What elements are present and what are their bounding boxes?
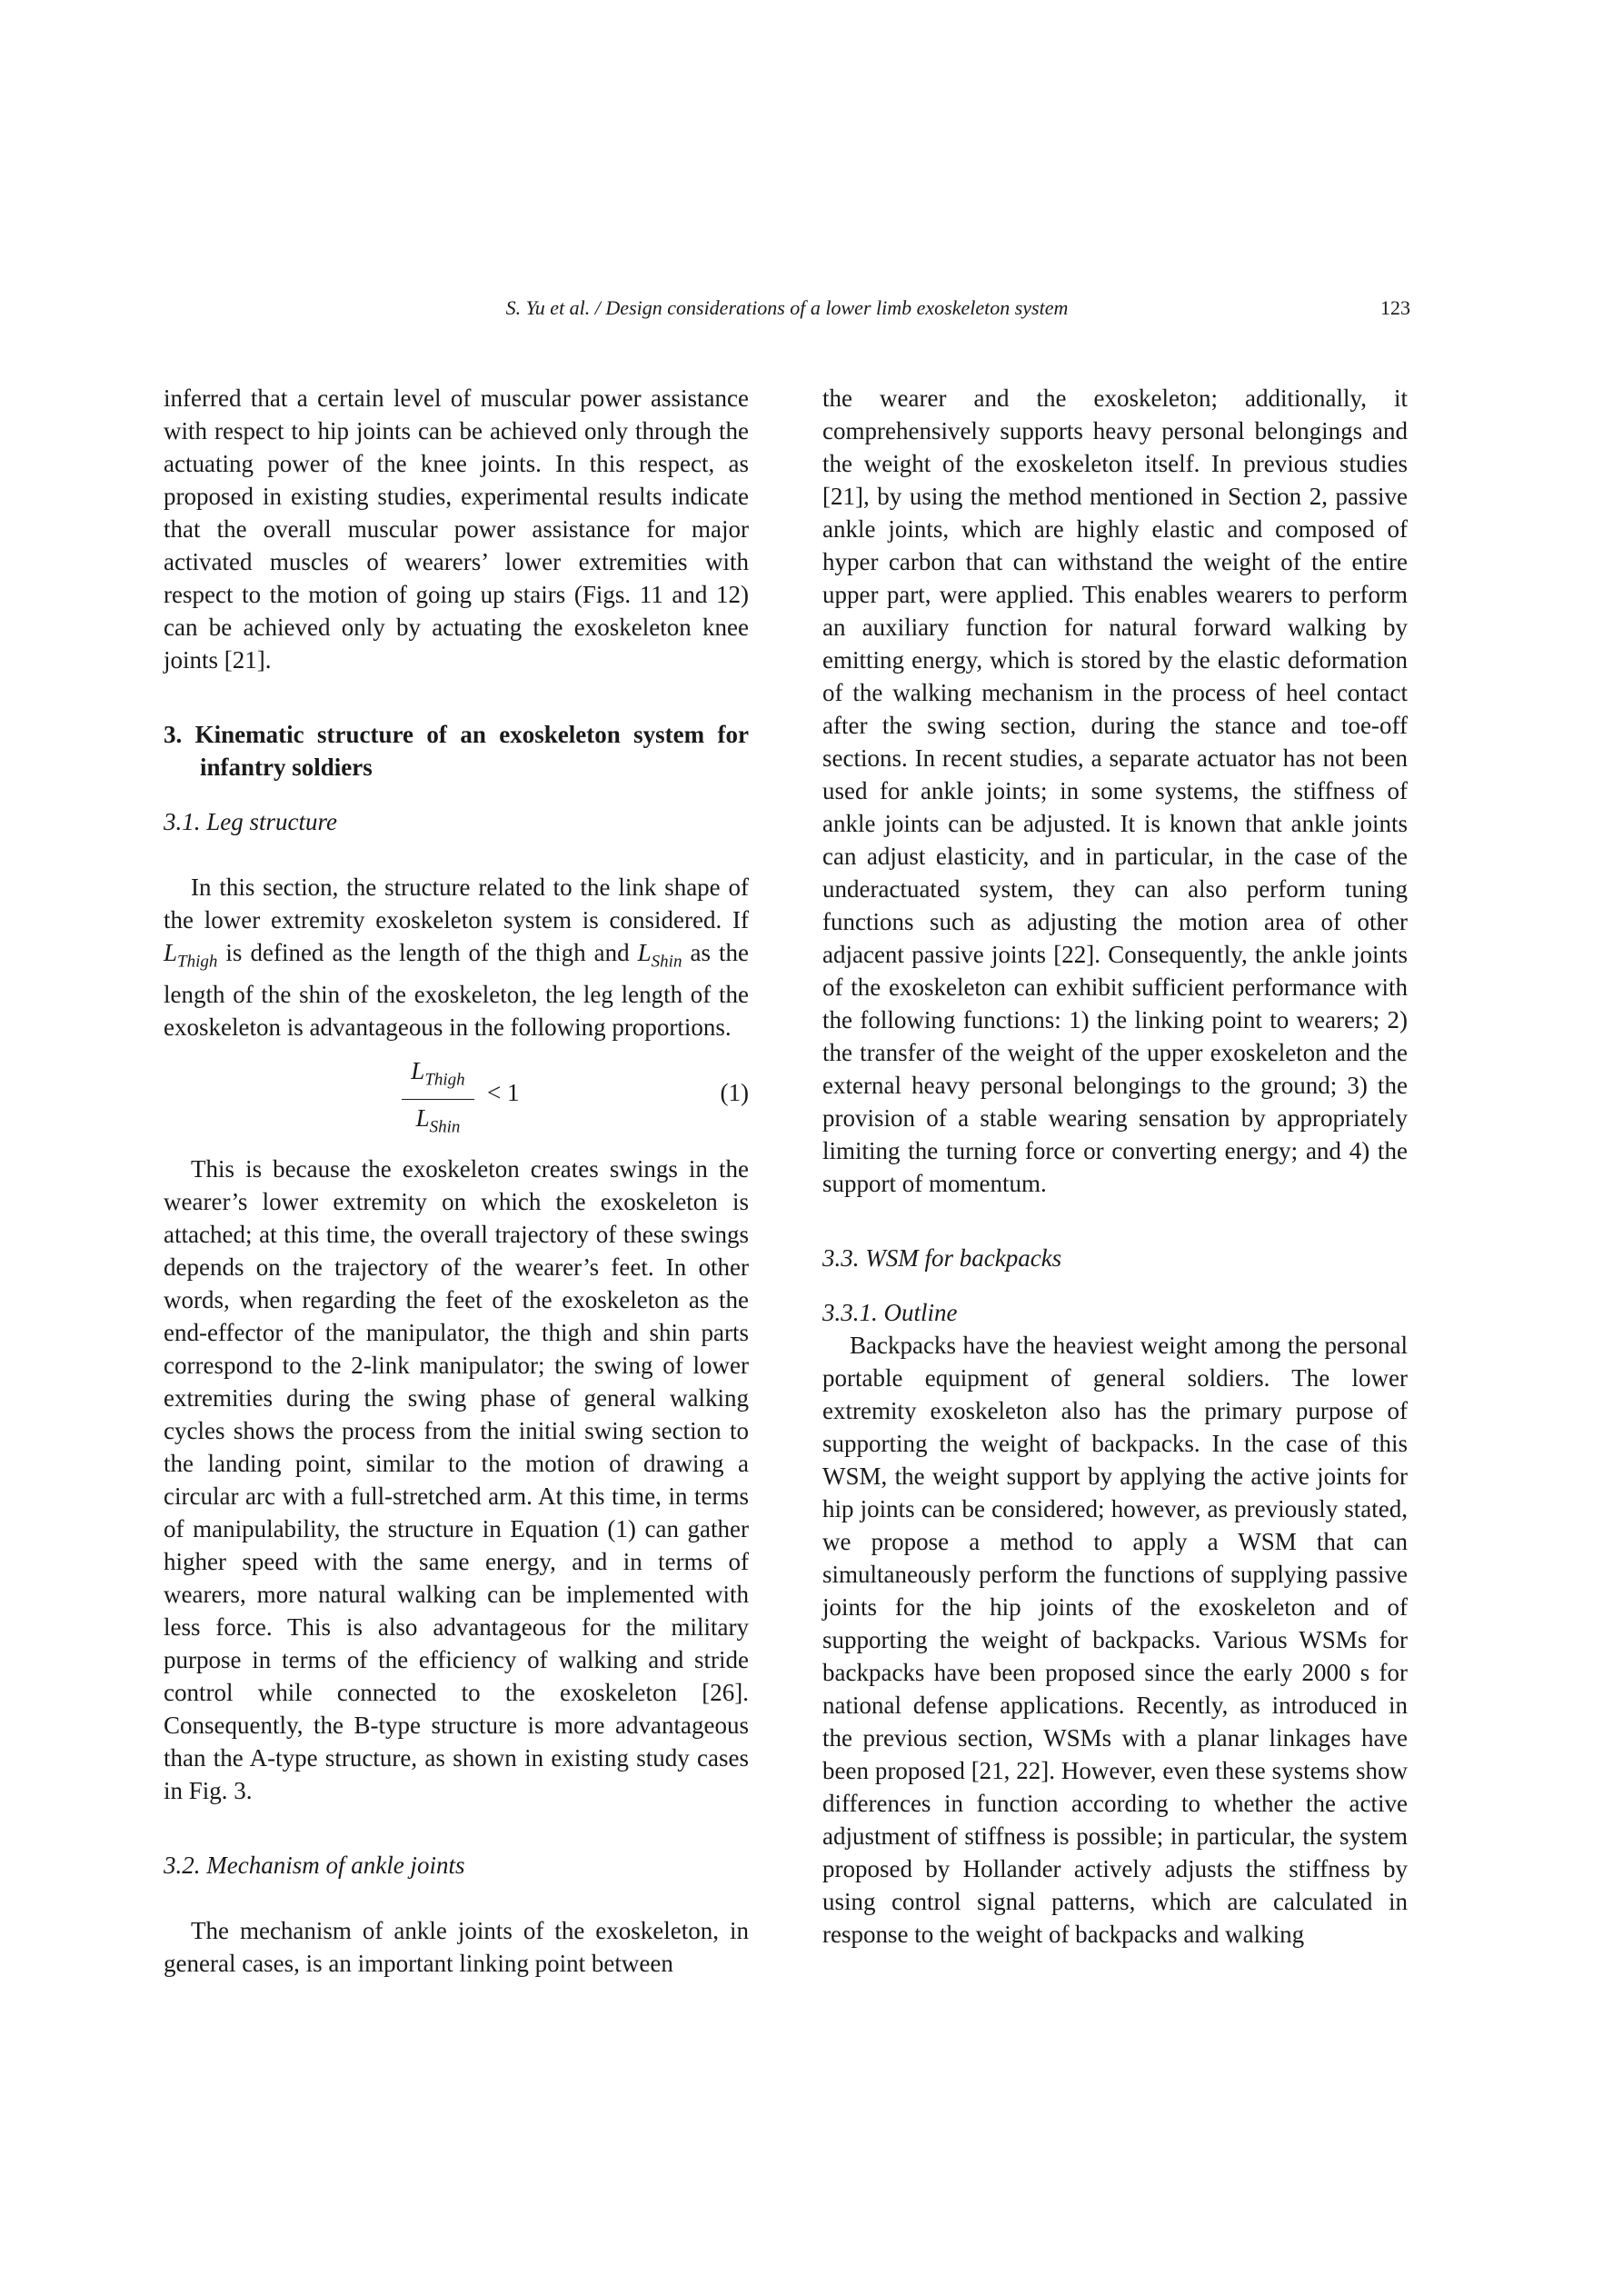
paragraph: the wearer and the exoskeleton; additionally, it comprehensively supports heavy personal belongings and the weight of the exoskeleton itself. In previous studies [21], by using the method mentioned in Section 2, passive ankle joints, which are highly elastic and composed of hyper carbon that can withstand the weight of the entire upper part, were applied. This enables wearers to perform an auxiliary function for natural forward walking by emitting energy, which is stored by the elastic deformation of the walking mechanism in the process of heel contact after the swing section, during the stance and toe-off sections. In recent studies, a separate actuator has not been used for ankle joints; in some systems, the stiffness of ankle joints can be adjusted. It is known that ankle joints can adjust elasticity, and in particular, in the case of the underactuated system, they can also perform tuning functions such as adjusting the motion area of other adjacent passive joints [22]. Consequently, the ankle joints of the exoskeleton can exhibit sufficient performance with the following functions: 1) the linking point to wearers; 2) the transfer of the weight of the upper exoskeleton and the external heavy personal belongings to the ground; 3) the provision of a stable wearing sensation by appropriately limiting the turning force or converting energy; and 4) the support of momentum. bbox=[822, 384, 1408, 1197]
running-header bbox=[164, 296, 1410, 324]
section-heading: 3. Kinematic structure of an exoskeleton system for infantry soldiers bbox=[164, 721, 749, 781]
equation-1 bbox=[164, 1049, 749, 1147]
subsection-heading: 3.2. Mechanism of ankle joints bbox=[164, 1852, 465, 1880]
variable-l-thigh: $L_{Thigh}$ bbox=[164, 939, 218, 972]
variable-l-shin: $L_{Shin}$ bbox=[637, 939, 682, 972]
equation-fraction: $L_{Thigh}$ $L_{Shin}$ bbox=[398, 1053, 478, 1145]
paragraph: Backpacks have the heaviest weight among the personal portable equipment of general soldiers. The lower extremity exoskeleton also has the primary purpose of supporting the weight of backpacks. In the case of this WSM, the weight support by applying the active joints for hip joints can be considered; however, as previously stated, we propose a method to apply a WSM that can simultaneously perform the functions of supplying passive joints for the hip joints of the exoskeleton and of supporting the weight of backpacks. Various WSMs for backpacks have been proposed since the early 2000 s for national defense applications. Recently, as introduced in the previous section, WSMs with a planar linkages have been proposed [21, 22]. However, even these systems show differences in function according to whether the active adjustment of stiffness is possible; in particular, the system proposed by Hollander actively adjusts the stiffness by using control signal patterns, which are calculated in response to the weight of backpacks and walking bbox=[822, 1332, 1408, 1948]
paragraph: In this section, the structure related to the link shape of the lower extremity exoskeleton system is considered. If $L_{Thigh}$ is defined as the length of the thigh and $L_{Shin}$ as the length of the shin of the exoskeleton, the leg length of the exoskeleton is advantageous in the following proportions. bbox=[164, 873, 749, 1042]
paragraph: The mechanism of ankle joints of the exoskeleton, in general cases, is an important linking point between bbox=[164, 1917, 749, 1978]
equation-number: (1) bbox=[720, 1079, 749, 1107]
subsubsection-heading: 3.3.1. Outline bbox=[822, 1299, 958, 1326]
running-title: S. Yu et al. / Design considerations of a lower limb exoskeleton system bbox=[505, 296, 1069, 319]
paragraph: This is because the exoskeleton creates swings in the wearer’s lower extremity on which the exoskeleton is attached; at this time, the overall trajectory of these swings depends on the trajectory of the wearer’s feet. In other words, when regarding the feet of the exoskeleton as the end-effector of the manipulator, the thigh and shin parts correspond to the 2-link manipulator; the swing of lower extremities during the swing phase of general walking cycles shows the process from the initial swing section to the landing point, similar to the motion of drawing a circular arc with a full-stretched arm. At this time, in terms of manipulability, the structure in Equation (1) can gather higher speed with the same energy, and in terms of wearers, more natural walking can be implemented with less force. This is also advantageous for the military purpose in terms of the efficiency of walking and stride control while connected to the exoskeleton [26]. Consequently, the B-type structure is more advantageous than the A-type structure, as shown in existing study cases in Fig. 3. bbox=[164, 1155, 749, 1805]
subsection-heading: 3.1. Leg structure bbox=[164, 808, 337, 835]
page-number: 123 bbox=[1380, 296, 1410, 319]
equation-relation: < 1 bbox=[487, 1079, 520, 1107]
subsection-heading: 3.3. WSM for backpacks bbox=[822, 1244, 1062, 1272]
left-column bbox=[164, 382, 749, 1980]
paragraph: inferred that a certain level of muscular power assistance with respect to hip joints can be achieved only through the actuating power of the knee joints. In this respect, as proposed in existing studies, experimental results indicate that the overall muscular power assistance for major activated muscles of wearers’ lower extremities with respect to the motion of going up stairs (Figs. 11 and 12) can be achieved only by actuating the exoskeleton knee joints [21]. bbox=[164, 384, 749, 674]
right-column bbox=[822, 382, 1408, 1951]
